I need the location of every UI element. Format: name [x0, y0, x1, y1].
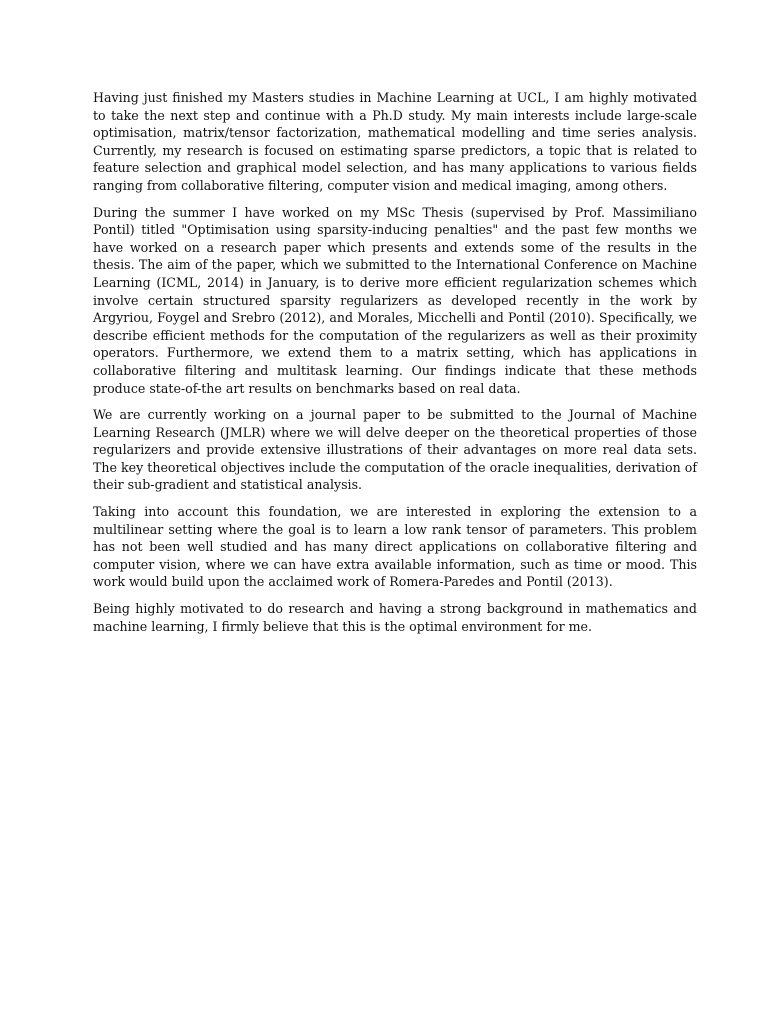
- paragraph-closing: Being highly motivated to do research and having a strong background in mathematics and machine learning, I firmly believe that this is the optimal environment for me.: [93, 601, 697, 634]
- paragraph-multilinear: Taking into account this foundation, we are interested in exploring the extension to a multilinear setting where the goal is to learn a low rank tensor of parameters. This problem has not been well studied and has many direct applications on collaborative filtering and computer vision, where we can have extra available information, such as time or mood. This work would build upon the acclaimed work of Romera-Paredes and Pontil (2013).: [93, 504, 697, 590]
- document-body: [93, 89, 697, 644]
- paragraph-intro: Having just finished my Masters studies in Machine Learning at UCL, I am highly motivated to take the next step and continue with a Ph.D study. My main interests include large-scale optimisation, matrix/tensor factorization, mathematical modelling and time series analysis. Currently, my research is focused on estimating sparse predictors, a topic that is related to feature selection and graphical model selection, and has many applications to various fields ranging from collaborative filtering, computer vision and medical imaging, among others.: [93, 90, 697, 193]
- paragraph-thesis: During the summer I have worked on my MSc Thesis (supervised by Prof. Massimiliano Pontil) titled "Optimisation using sparsity-inducing penalties" and the past few months we have worked on a research paper which presents and extends some of the results in the thesis. The aim of the paper, which we submitted to the International Conference on Machine Learning (ICML, 2014) in January, is to derive more efficient regularization schemes which involve certain structured sparsity regularizers as developed recently in the work by Argyriou, Foygel and Srebro (2012), and Morales, Micchelli and Pontil (2010). Specifically, we describe efficient methods for the computation of the regularizers as well as their proximity operators. Furthermore, we extend them to a matrix setting, which has applications in collaborative filtering and multitask learning. Our findings indicate that these methods produce state-of-the art results on benchmarks based on real data.: [93, 204, 697, 396]
- paragraph-journal: We are currently working on a journal paper to be submitted to the Journal of Machine Learning Research (JMLR) where we will delve deeper on the theoretical properties of those regularizers and provide extensive illustrations of their advantages on more real data sets. The key theoretical objectives include the computation of the oracle inequalities, derivation of their sub-gradient and statistical analysis.: [93, 407, 697, 493]
